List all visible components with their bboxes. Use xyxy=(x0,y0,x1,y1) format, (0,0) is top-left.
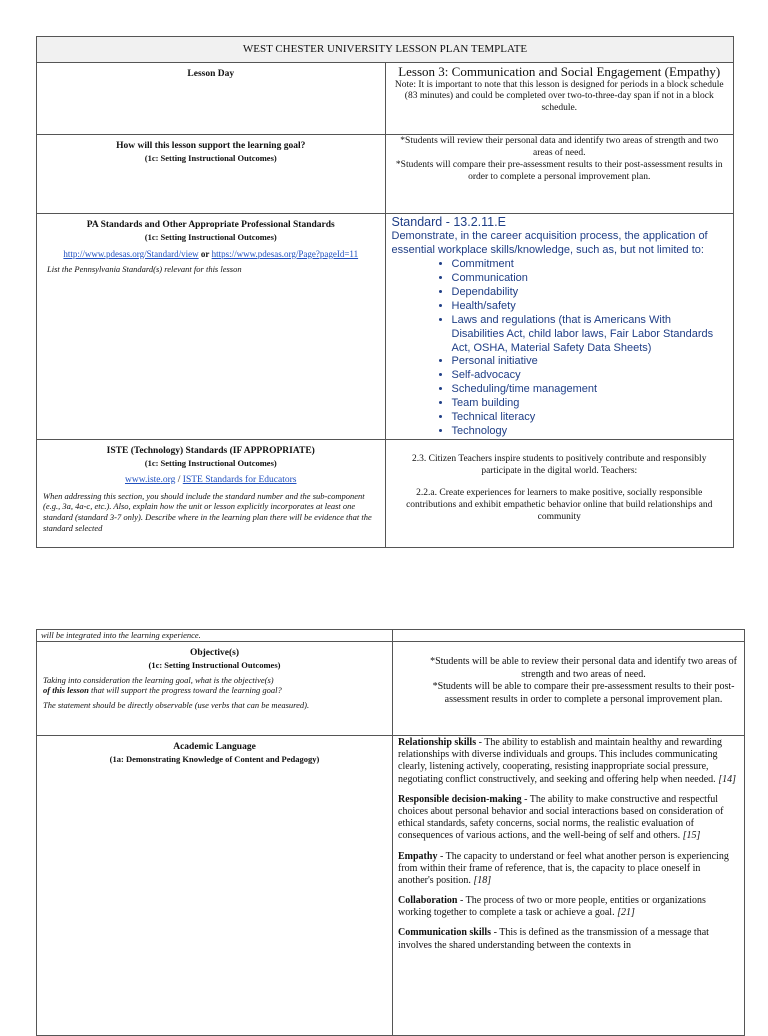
lesson-plan-table-page1 xyxy=(36,36,734,548)
term-reference: [14] xyxy=(718,773,736,785)
learning-goal-answer xyxy=(385,135,734,214)
iste-org-link[interactable]: www.iste.org xyxy=(124,474,176,485)
standard-description: Demonstrate, in the career acquisition process, the application of essential workplace skills/knowledge, such as, but not limited to: xyxy=(391,229,708,256)
term-reference: [15] xyxy=(682,830,701,842)
objectives-instruction-1c: that will support the progress toward the learning goal? xyxy=(90,685,282,696)
lesson-day-cell xyxy=(385,63,734,135)
list-item xyxy=(398,737,736,786)
list-item: • Health/safety xyxy=(452,300,726,314)
iste-cell xyxy=(37,440,386,548)
term-name: Communication skills xyxy=(398,927,492,939)
objectives-answer-1: *Students will be able to review their personal data and identify two areas of strength and two areas of need. xyxy=(430,656,737,680)
table-header: WEST CHESTER UNIVERSITY LESSON PLAN TEMPLATE xyxy=(37,37,734,63)
objectives-cell xyxy=(37,642,393,736)
objectives-sub: (1c: Setting Instructional Outcomes) xyxy=(148,659,281,670)
term-name: Responsible decision-making xyxy=(398,793,522,805)
iste-answer-1: 2.3. Citizen Teachers inspire students to positively contribute and responsibly participate in the digital world. Teachers: xyxy=(412,454,707,477)
term-reference: [18] xyxy=(473,874,492,886)
list-item: • Team building xyxy=(452,397,726,411)
term-definition: - The capacity to understand or feel what another person is experiencing from within their frame of reference, that is, the capacity to place oneself in another's position. xyxy=(398,850,729,886)
academic-language-sub: (1a: Demonstrating Knowledge of Content and Pedagogy) xyxy=(109,753,320,764)
iste-sub: (1c: Setting Instructional Outcomes) xyxy=(144,458,277,469)
lesson-day-label: Lesson Day xyxy=(37,63,386,135)
pa-standards-label: PA Standards and Other Appropriate Professional Standards xyxy=(86,220,335,230)
learning-goal-answer-2: *Students will compare their pre-assessment results to their post-assessment results in order to complete a personal improvement plan. xyxy=(395,159,723,182)
term-name: Collaboration xyxy=(398,895,458,907)
list-item: • Commitment xyxy=(452,258,726,272)
list-item xyxy=(398,895,736,919)
list-item xyxy=(398,927,736,951)
pa-standards-links xyxy=(47,249,375,260)
pa-standards-cell xyxy=(37,214,386,440)
lesson-title: Lesson 3: Communication and Social Engagement (Empathy) xyxy=(398,64,721,79)
list-item: • Personal initiative xyxy=(452,355,726,369)
term-reference: [21] xyxy=(617,907,635,919)
lesson-note: Note: It is important to note that this lesson is designed for periods in a block schedule (83 minutes) and could be completed over two-to-three-day span if not in a block schedule. xyxy=(394,79,724,114)
term-name: Relationship skills xyxy=(398,737,477,748)
pdesas-standard-link[interactable]: http://www.pdesas.org/Standard/view xyxy=(63,248,199,259)
list-item: • Self-advocacy xyxy=(452,369,726,383)
objectives-instruction-1 xyxy=(43,675,386,696)
iste-links xyxy=(43,475,379,487)
term-definition: - This is defined as the transmission of a message that involves the shared understanding between the contexts in xyxy=(398,927,709,951)
term-definition: - The ability to establish and maintain healthy and rewarding relationships with diverse individuals and groups. This includes communicating clearly, listening actively, cooperating, resisting inappropriate social pressure, negotiating conflict constructively, and seeking and offering help when needed. xyxy=(398,737,722,785)
lesson-plan-table-page2 xyxy=(36,629,745,1036)
pa-standards-sub: (1c: Setting Instructional Outcomes) xyxy=(144,231,277,242)
term-name: Empathy xyxy=(398,850,438,862)
pa-standards-instruction: List the Pennsylvania Standard(s) relevant for this lesson xyxy=(47,263,242,274)
pa-standards-answer xyxy=(385,214,734,440)
list-item: • Technology xyxy=(452,425,726,439)
objectives-instruction-2: The statement should be directly observable (use verbs that can be measured). xyxy=(43,699,310,710)
objectives-answer xyxy=(393,642,745,736)
objectives-instruction-1a: Taking into consideration the learning goal, what is the objective(s) xyxy=(43,674,274,685)
objectives-instruction-1b: of this lesson xyxy=(43,685,89,696)
list-item: • Scheduling/time management xyxy=(452,383,726,397)
list-item: • Technical literacy xyxy=(452,411,726,425)
iste-answer xyxy=(385,440,734,548)
iste-answer-2: 2.2.a. Create experiences for learners to make positive, socially responsible contributions and exhibit empathetic behavior online that build relationships and community xyxy=(406,488,713,522)
objectives-answer-2: *Students will be able to compare their pre-assessment results to their post-assessment results in order to complete a personal improvement plan. xyxy=(432,681,735,705)
academic-language-cell xyxy=(37,736,393,1036)
learning-goal-sub: (1c: Setting Instructional Outcomes) xyxy=(144,152,277,163)
term-definition: - The ability to make constructive and respectful choices about personal behavior and social interactions based on consideration of ethical standards, safety concerns, social norms, the realistic evaluation of consequences of various actions, and the well-being of self and others. xyxy=(398,793,724,842)
link-or: or xyxy=(200,248,210,259)
list-item: • Communication xyxy=(452,272,726,286)
term-definition: - The process of two or more people, entities or organizations working together to complete a task or achieve a goal. xyxy=(398,895,706,919)
list-item: • Laws and regulations (that is Americans With Disabilities Act, child labor laws, Fair Labor Standards Act, OSHA, Material Safety Data Sheets) xyxy=(452,314,726,356)
iste-label: ISTE (Technology) Standards (IF APPROPRIATE) xyxy=(106,446,315,457)
iste-instruction: When addressing this section, you should include the standard number and the sub-component (e.g., 3a, 4a-c, etc.). Also, explain how the unit or lesson explicitly incorporates at least one standard (standard 3-7 only). Describe where in the learning plan there will be evidence that the standard selected xyxy=(43,490,372,533)
list-item xyxy=(398,794,736,843)
objectives-label: Objective(s) xyxy=(189,648,240,658)
iste-instruction-continued: will be integrated into the learning experience. xyxy=(37,630,393,642)
pdesas-page-link[interactable]: https://www.pdesas.org/Page?pageId=11 xyxy=(211,248,359,259)
list-item: • Dependability xyxy=(452,286,726,300)
iste-standards-link[interactable]: ISTE Standards for Educators xyxy=(182,474,297,485)
list-item xyxy=(398,851,736,888)
academic-language-terms xyxy=(393,736,745,1036)
learning-goal-answer-1: *Students will review their personal data and identify two areas of strength and two areas of need. xyxy=(400,136,719,158)
learning-goal-label: How will this lesson support the learning goal? xyxy=(116,141,306,151)
iste-link-separator: / xyxy=(177,474,181,485)
empty-cell xyxy=(393,630,745,642)
standard-title: Standard - 13.2.11.E xyxy=(391,215,506,229)
academic-language-label: Academic Language xyxy=(173,742,256,752)
learning-goal-cell xyxy=(37,135,386,214)
standard-items-list xyxy=(392,258,726,440)
